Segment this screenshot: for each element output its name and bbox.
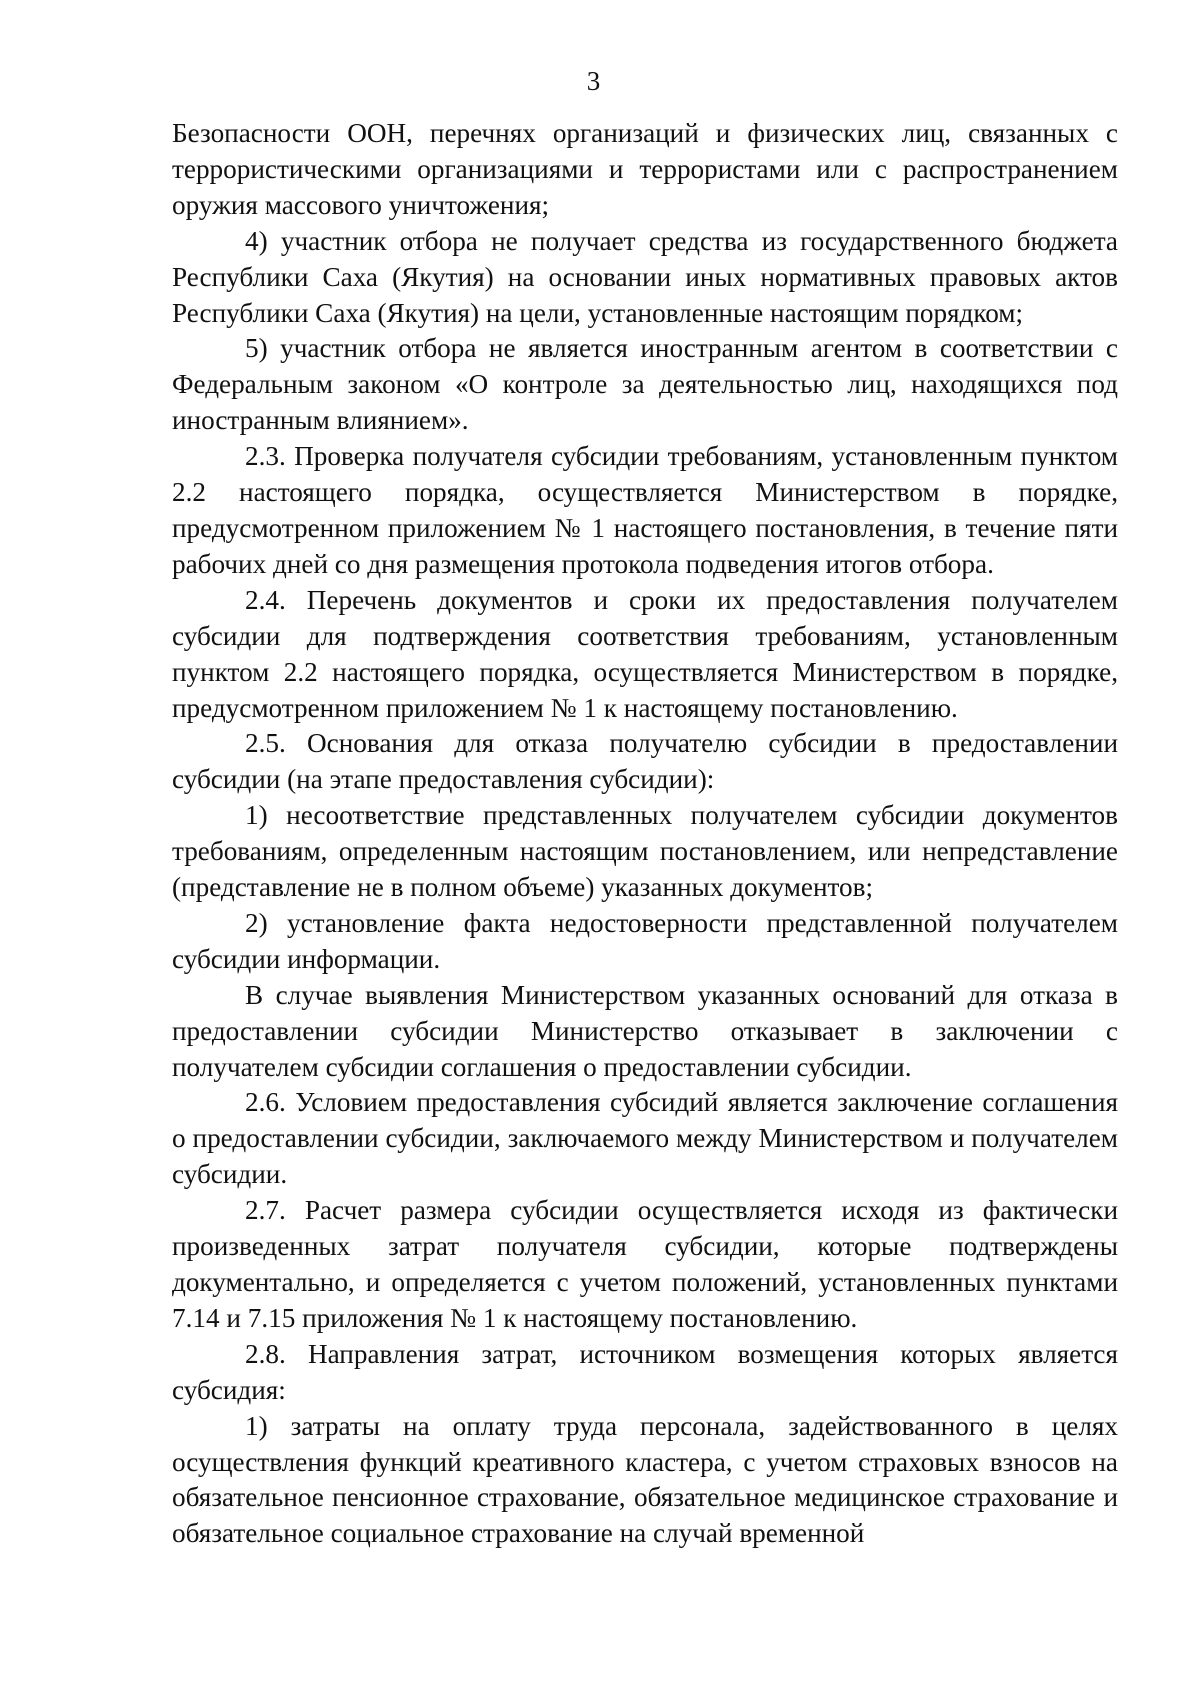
paragraph-2-5-item-2: 2) установление факта недостоверности представленной получателем субсидии информации.: [172, 907, 1118, 974]
paragraph-item-5: 5) участник отбора не является иностранным агентом в соответствии с Федеральным законом «О контроле за деятельностью лиц, находящихся под иностранным влиянием».: [172, 333, 1118, 436]
paragraph-2-8: 2.8. Направления затрат, источником возмещения которых является субсидия:: [172, 1338, 1118, 1405]
paragraph-2-8-item-1: 1) затраты на оплату труда персонала, задействованного в целях осуществления функций креативного кластера, с учетом страховых взносов на обязательное пенсионное страхование, обязательное медицинское страхование и обязательное социальное страхование на случай временной: [172, 1410, 1118, 1549]
paragraph-2-7: 2.7. Расчет размера субсидии осуществляется исходя из фактически произведенных затрат получателя субсидии, которые подтверждены документально, и определяется с учетом положений, установленных пунктами 7.14 и 7.15 приложения № 1 к настоящему постановлению.: [172, 1195, 1118, 1333]
page-number: 3: [586, 66, 601, 96]
paragraph-continuation: Безопасности ООН, перечнях организаций и физических лиц, связанных с террористическими организациями и террористами или с распространением оружия массового уничтожения;: [172, 118, 1118, 220]
paragraph-2-5-item-1: 1) несоответствие представленных получателем субсидии документов требованиям, определенным настоящим постановлением, или непредставление (представление не в полном объеме) указанных документов;: [172, 800, 1118, 903]
paragraph-item-4: 4) участник отбора не получает средства из государственного бюджета Республики Саха (Якутия) на основании иных нормативных правовых актов Республики Саха (Якутия) на цели, установленные настоящим порядком;: [172, 225, 1118, 328]
paragraph-2-4: 2.4. Перечень документов и сроки их предоставления получателем субсидии для подтверждения соответствия требованиям, установленным пунктом 2.2 настоящего порядка, осуществляется Министерством в порядке, предусмотренном приложением № 1 к настоящему постановлению.: [172, 584, 1118, 723]
document-body: [172, 116, 1118, 1552]
paragraph-refusal-case: В случае выявления Министерством указанных оснований для отказа в предоставлении субсидии Министерство отказывает в заключении с получателем субсидии соглашения о предоставлении субсидии.: [172, 979, 1118, 1082]
paragraph-2-6: 2.6. Условием предоставления субсидий является заключение соглашения о предоставлении субсидии, заключаемого между Министерством и получателем субсидии.: [172, 1087, 1118, 1190]
paragraph-2-5: 2.5. Основания для отказа получателю субсидии в предоставлении субсидии (на этапе предоставления субсидии):: [172, 728, 1118, 795]
paragraph-2-3: 2.3. Проверка получателя субсидии требованиям, установленным пунктом 2.2 настоящего порядка, осуществляется Министерством в порядке, предусмотренном приложением № 1 настоящего постановления, в течение пяти рабочих дней со дня размещения протокола подведения итогов отбора.: [172, 441, 1118, 579]
